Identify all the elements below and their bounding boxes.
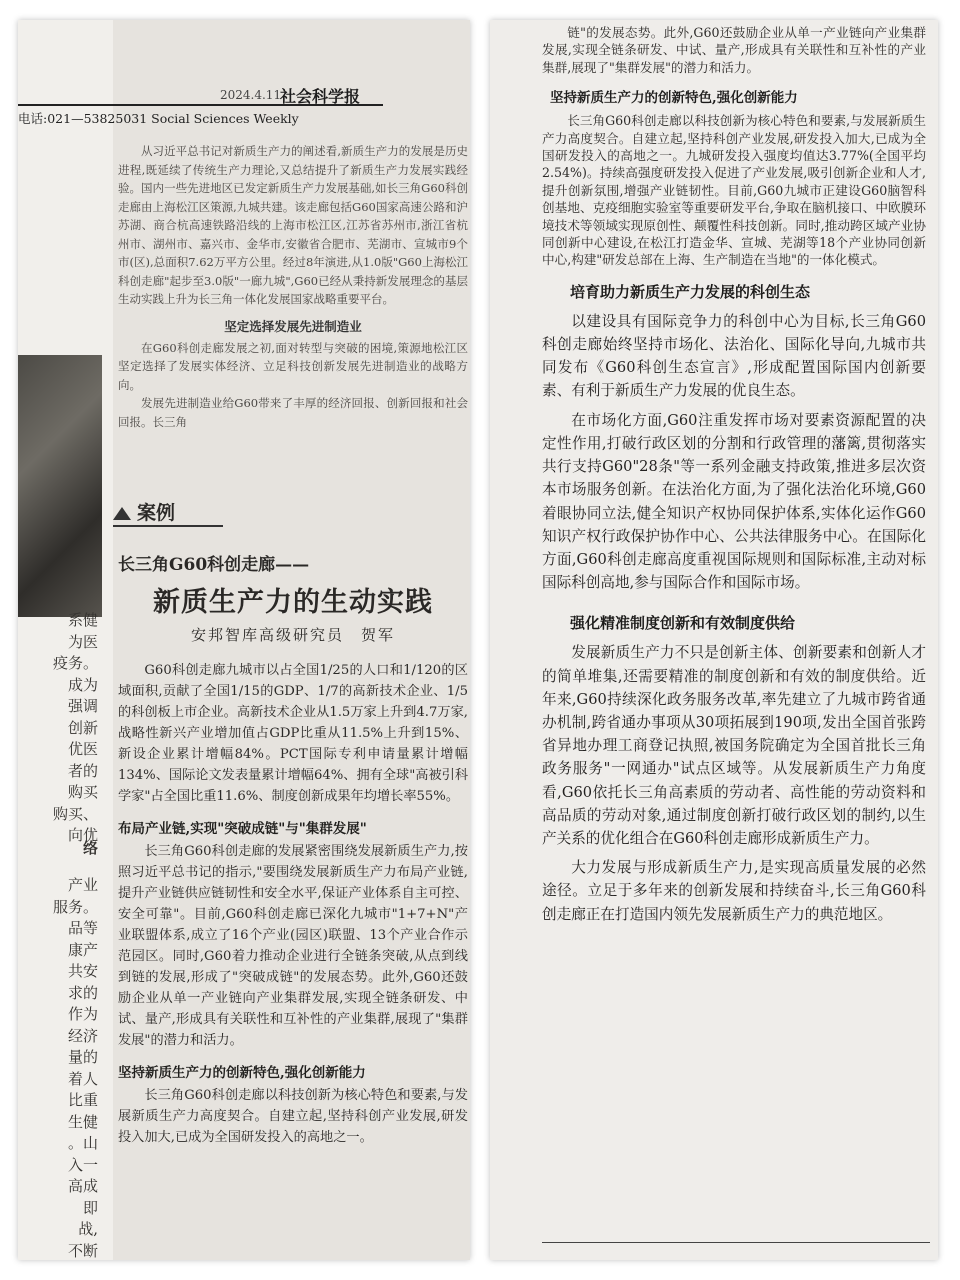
masthead-rule: [18, 104, 383, 106]
paragraph-system: 发展新质生产力不只是创新主体、创新要素和创新人才的简单堆集,还需要精准的制度创新和有效的制度供给。近年来,G60持续深化政务服务改革,率先建立了九城市跨省通办机制,跨省通办事项从30项拓展到190项,发出全国首张跨省异地办理工商登记执照,被国务院确定为全国首批长三角政务服务"一网通办"试点区域等。从发展新质生产力角度看,G60依托长三角高素质的劳动者、高性能的劳动资料和高品质的劳动对象,通过制度创新打破行政区划的制约,以生产关系的优化组合在G60科创走廊形成新质生产力。: [542, 644, 926, 847]
adjacent-text-top: 系健 为医 疫务。 成为 强调 创新 优医 者的 购买 购买、 向优: [52, 611, 98, 844]
subheading-chain: 布局产业链,实现"突破成链"与"集群发展": [118, 821, 367, 837]
continuation-top: 链"的发展态势。此外,G60还鼓励企业从单一产业链向产业集群发展,实现全链条研发、中试、量产,形成具有关联性和互补性的产业集群,展现了"集群发展"的潜力和活力。: [542, 25, 926, 75]
right-newspaper-photo: [490, 20, 938, 1260]
subheading-feature: 坚持新质生产力的创新特色,强化创新能力: [118, 1065, 366, 1081]
paragraph-feature-start: 长三角G60科创走廊以科技创新为核心特色和要素,与发展新质生产力高度契合。自建立起,坚持科创产业发展,研发投入加大,已成为全国研发投入的高地之一。: [118, 1088, 468, 1145]
intro-subheading: 坚定选择发展先进制造业: [224, 318, 362, 334]
subheading-feature-right: 坚持新质生产力的创新特色,强化创新能力: [550, 90, 798, 107]
adjacent-text-mid: 络: [82, 839, 98, 857]
paragraph-chain: 长三角G60科创走廊的发展紧密围绕发展新质生产力,按照习近平总书记的指示,"要围绕发展新质生产力布局产业链,提升产业链供应链韧性和安全水平,保证产业体系自主可控、安全可靠"。目前,G60科创走廊已深化九城市"1+7+N"产业联盟体系,成立了16个产业(园区)联盟、13个产业合作示范园区。同时,G60着力推动企业进行全链条突破,从点到线到链的发展,形成了"突破成链"的发展态势。此外,G60还鼓励企业从单一产业链向产业集群发展,实现全链条研发、中试、量产,形成具有关联性和互补性的产业集群,展现了"集群发展"的潜力和活力。: [118, 844, 468, 1048]
intro-paragraph-2: 在G60科创走廊发展之初,面对转型与突破的困境,策源地松江区坚定选择了发展实体经济、立足科技创新发展先进制造业的战略方向。: [118, 340, 468, 392]
paragraph-feature-right: 长三角G60科创走廊以科技创新为核心特色和要素,与发展新质生产力高度契合。自建立起,坚持科创产业发展,研发投入加大,已成为全国研发投入的高地之一。九城研发投入强度均值达3.77%(全国平均2.54%)。持续高强度研发投入促进了产业发展,吸引创新企业和人才,提升创新氛围,增强产业链韧性。目前,G60九城市正建设G60脑智科创基地、克疫细胞实验室等重要研发平台,争取在脑机接口、中欧膜环境技术等领域实现原创性、颠覆性科技创新。同时,推动跨区域产业协同创新中心建设,在松江打造金华、宣城、芜湖等18个产业协同创新中心,构建"研发总部在上海、生产制造在当地"的一体化模式。: [542, 113, 926, 268]
paragraph-ecosystem: 以建设具有国际竞争力的科创中心为目标,长三角G60科创走廊始终坚持市场化、法治化、国际化导向,九城市共同发布《G60科创生态宣言》,形成配置国际国内创新要素、有利于新质生产力发展的优良生态。: [542, 312, 926, 400]
column-end-rule: [542, 1242, 930, 1243]
article-photo-thumbnail: [18, 355, 102, 617]
right-article-column: [542, 20, 926, 926]
masthead: [18, 84, 470, 136]
section-tag-label: 案例: [137, 502, 176, 524]
article-byline: 安邦智库高级研究员 贺军: [190, 626, 395, 644]
paragraph-final: 大力发展与形成新质生产力,是实现高质量发展的必然途径。立足于多年来的创新发展和持续奋斗,长三角G60科创走廊正在打造国内领先发展新质生产力的典范地区。: [542, 859, 926, 923]
intro-paragraph-1: 从习近平总书记对新质生产力的阐述看,新质生产力的发展是历史进程,既延续了传统生产力理论,又总结提升了新质生产力发展实践经验。国内一些先进地区已发定新质生产力发展基础,如长三角G60科创走廊由上海松江区策源,九城共建。该走廊包括G60国家高速公路和沪苏湖、商合杭高速铁路沿线的上海市松江区,江苏省苏州市,浙江省杭州市、湖州市、嘉兴市、金华市,安徽省合肥市、芜湖市、宣城市9个市(区),总面积7.62万平方公里。经过8年演进,从1.0版"G60上海松江科创走廊"起步至3.0版"一廊九城",G60已经从秉持新发展理念的基层生动实践上升为长三角一体化发展国家战略重要平台。: [118, 144, 468, 306]
masthead-newspaper-name: 社会科学报: [280, 87, 361, 106]
subheading-ecosystem: 培育助力新质生产力发展的科创生态: [570, 282, 811, 301]
adjacent-text-bottom: 产业 服务。 品等 康产 共安 求的 作为 经济 量的 着人 比重 生健 。山 入一 高成 即 战, 不断: [52, 876, 98, 1260]
paragraph-market: 在市场化方面,G60注重发挥市场对要素资源配置的决定性作用,打破行政区划的分割和行政管理的藩篱,贯彻落实共行支持G60"28条"等一系列金融支持政策,推进多层次资本市场服务创新。在法治化方面,为了强化法治化环境,G60着眼协同立法,健全知识产权协同保护体系,实体化运作G60知识产权行政保护协作中心、公共法律服务中心。在国际化方面,G60科创走廊高度重视国际规则和国际标准,主动对标国际科创高地,参与国际合作和国际市场。: [542, 411, 926, 592]
intro-column: [118, 142, 468, 431]
masthead-date: 2024.4.11: [220, 88, 282, 102]
section-tag: [113, 498, 223, 527]
article-column: [118, 660, 468, 1148]
left-newspaper-photo: [18, 20, 470, 1260]
intro-paragraph-3: 发展先进制造业给G60带来了丰厚的经济回报、创新回报和社会回报。长三角: [118, 396, 468, 429]
article-lead: G60科创走廊九城市以占全国1/25的人口和1/120的区域面积,贡献了全国1/15的GDP、1/7的高新技术企业、1/5的科创板上市企业。高新技术企业从1.5万家上升到4.7万家,战略性新兴产业增加值占GDP比重从11.5%上升到15%、新设企业累计增幅84%。PCT国际专利申请量累计增幅134%、国际论文发表量累计增幅64%、拥有全球"高被引科学家"占全国比重11.6%、制度创新成果年均增长率55%。: [118, 663, 469, 804]
article-headline: 新质生产力的生动实践: [153, 587, 433, 618]
article-kicker: 长三角G60科创走廊——: [118, 555, 310, 575]
subheading-system: 强化精准制度创新和有效制度供给: [570, 614, 796, 633]
masthead-telephone: 电话:021—53825031 Social Sciences Weekly: [18, 111, 299, 126]
triangle-icon: [113, 507, 131, 520]
adjacent-column-strip: [18, 20, 113, 1260]
